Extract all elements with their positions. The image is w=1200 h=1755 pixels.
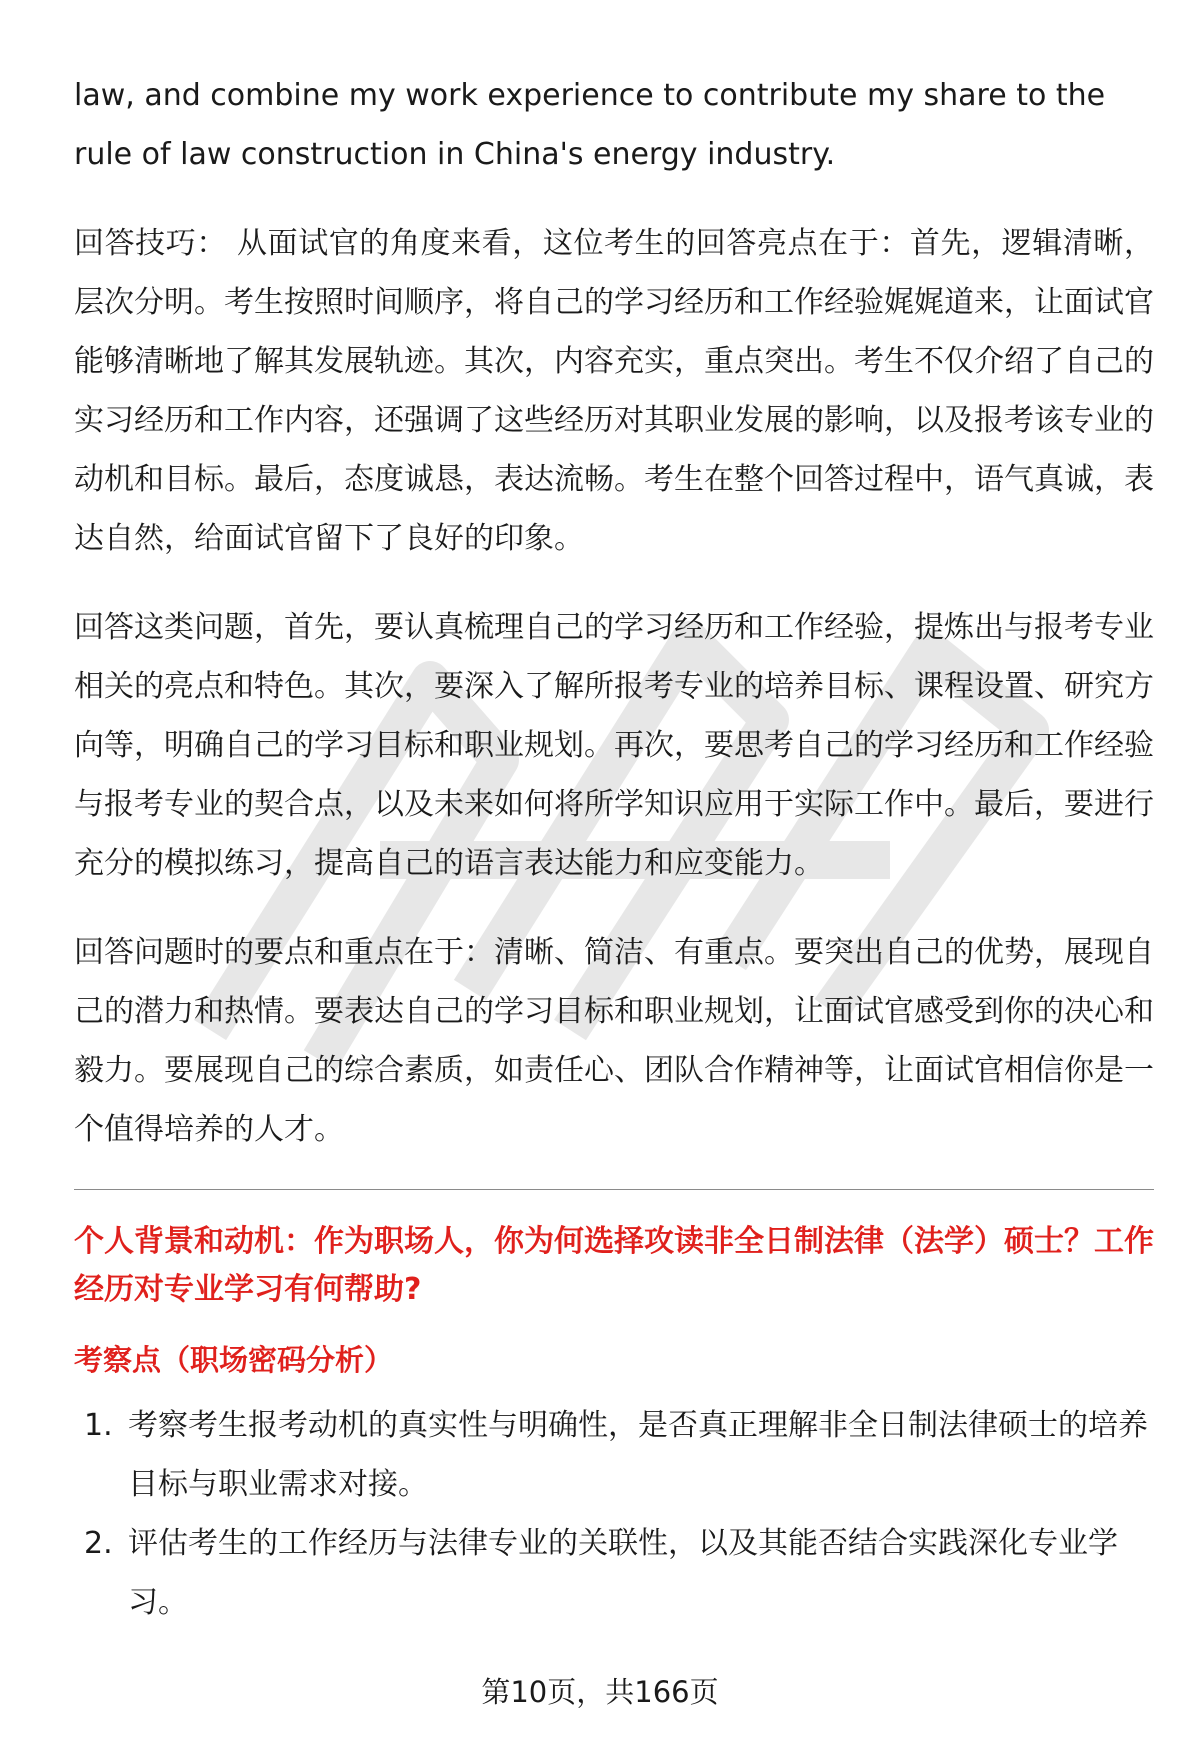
assessment-points-heading: 考察点（职场密码分析） (74, 1343, 394, 1377)
answer-keypoints-paragraph: 回答问题时的要点和重点在于：清晰、简洁、有重点。要突出自己的优势，展现自己的潜力和热情。要表达自己的学习目标和职业规划，让面试官感受到你的决心和毅力。要展现自己的综合素质，如责任心、团队合作精神等，让面试官相信你是一个值得培养的人才。 (74, 935, 1154, 1147)
section-divider (74, 1189, 1154, 1190)
main-content (74, 66, 1154, 1632)
list-item-text: 考察考生报考动机的真实性与明确性，是否真正理解非全日制法律硕士的培养目标与职业需求对接。 (128, 1408, 1148, 1502)
list-item (74, 1396, 1154, 1514)
list-item-text: 评估考生的工作经历与法律专业的关联性，以及其能否结合实践深化专业学习。 (128, 1526, 1118, 1620)
list-item-number: 2. (84, 1526, 113, 1561)
english-answer-paragraph: law, and combine my work experience to contribute my share to the rule of law construction in China's energy industry. (74, 78, 1106, 172)
assessment-points-list (74, 1396, 1154, 1632)
list-item (74, 1514, 1154, 1632)
list-item-number: 1. (84, 1408, 113, 1443)
page-number-footer: 第10页，共166页 (481, 1675, 719, 1709)
answer-method-paragraph: 回答这类问题，首先，要认真梳理自己的学习经历和工作经验，提炼出与报考专业相关的亮点和特色。其次，要深入了解所报考专业的培养目标、课程设置、研究方向等，明确自己的学习目标和职业规划。再次，要思考自己的学习经历和工作经验与报考专业的契合点，以及未来如何将所学知识应用于实际工作中。最后，要进行充分的模拟练习，提高自己的语言表达能力和应变能力。 (74, 610, 1154, 881)
answer-tips-paragraph: 回答技巧： 从面试官的角度来看，这位考生的回答亮点在于：首先，逻辑清晰，层次分明。考生按照时间顺序，将自己的学习经历和工作经验娓娓道来，让面试官能够清晰地了解其发展轨迹。其次，内容充实，重点突出。考生不仅介绍了自己的实习经历和工作内容，还强调了这些经历对其职业发展的影响，以及报考该专业的动机和目标。最后，态度诚恳，表达流畅。考生在整个回答过程中，语气真诚，表达自然，给面试官留下了良好的印象。 (74, 226, 1154, 556)
question-title: 个人背景和动机：作为职场人，你为何选择攻读非全日制法律（法学）硕士？工作经历对专业学习有何帮助? (74, 1224, 1154, 1307)
